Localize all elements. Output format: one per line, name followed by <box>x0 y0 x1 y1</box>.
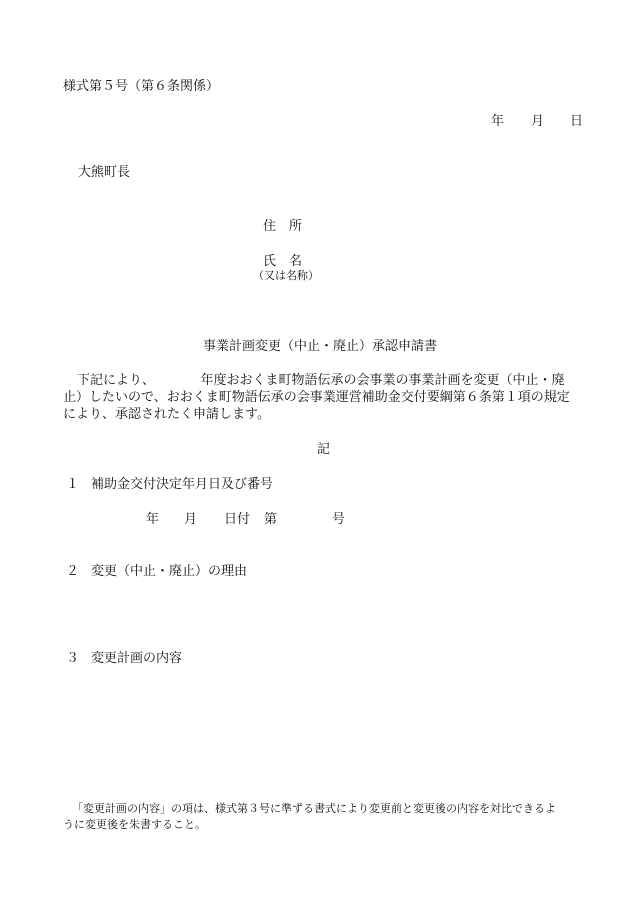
form-number: 様式第５号（第６条関係） <box>63 79 220 94</box>
name-label: 氏 名 <box>263 254 303 269</box>
item-3-number: ３ <box>66 651 80 666</box>
body-line-1: 下記により、 年度おおくま町物語伝承の会事業の事業計画を変更（中止・廃 <box>77 373 565 388</box>
decision-dai: 第 <box>264 512 278 527</box>
footnote-line-2: うに変更後を朱書すること。 <box>63 818 206 831</box>
item-3-label: 変更計画の内容 <box>91 651 183 666</box>
item-1-label: 補助金交付決定年月日及び番号 <box>91 477 274 492</box>
decision-month: 月 <box>184 512 198 527</box>
item-2-label: 変更（中止・廃止）の理由 <box>91 564 248 579</box>
body-line-2: 止）したいので、おおくま町物語伝承の会事業運営補助金交付要綱第６条第１項の規定 <box>63 390 570 405</box>
item-2-number: ２ <box>66 564 80 579</box>
ki-heading: 記 <box>317 442 331 457</box>
decision-year: 年 <box>146 512 160 527</box>
document-title: 事業計画変更（中止・廃止）承認申請書 <box>203 339 438 354</box>
decision-go: 号 <box>332 512 346 527</box>
date-year: 年 <box>491 114 505 129</box>
date-month: 月 <box>531 114 545 129</box>
footnote-line-1: 「変更計画の内容」の項は、様式第３号に準ずる書式により変更前と変更後の内容を対比できるよ <box>72 802 556 815</box>
decision-day: 日付 <box>224 512 251 527</box>
name-note: （又は名称） <box>253 269 319 282</box>
item-1-number: １ <box>66 477 80 492</box>
date-day: 日 <box>570 114 584 129</box>
addressee: 大熊町長 <box>78 165 131 180</box>
body-line-3: により、承認されたく申請します。 <box>63 407 270 422</box>
address-label: 住 所 <box>263 219 303 234</box>
